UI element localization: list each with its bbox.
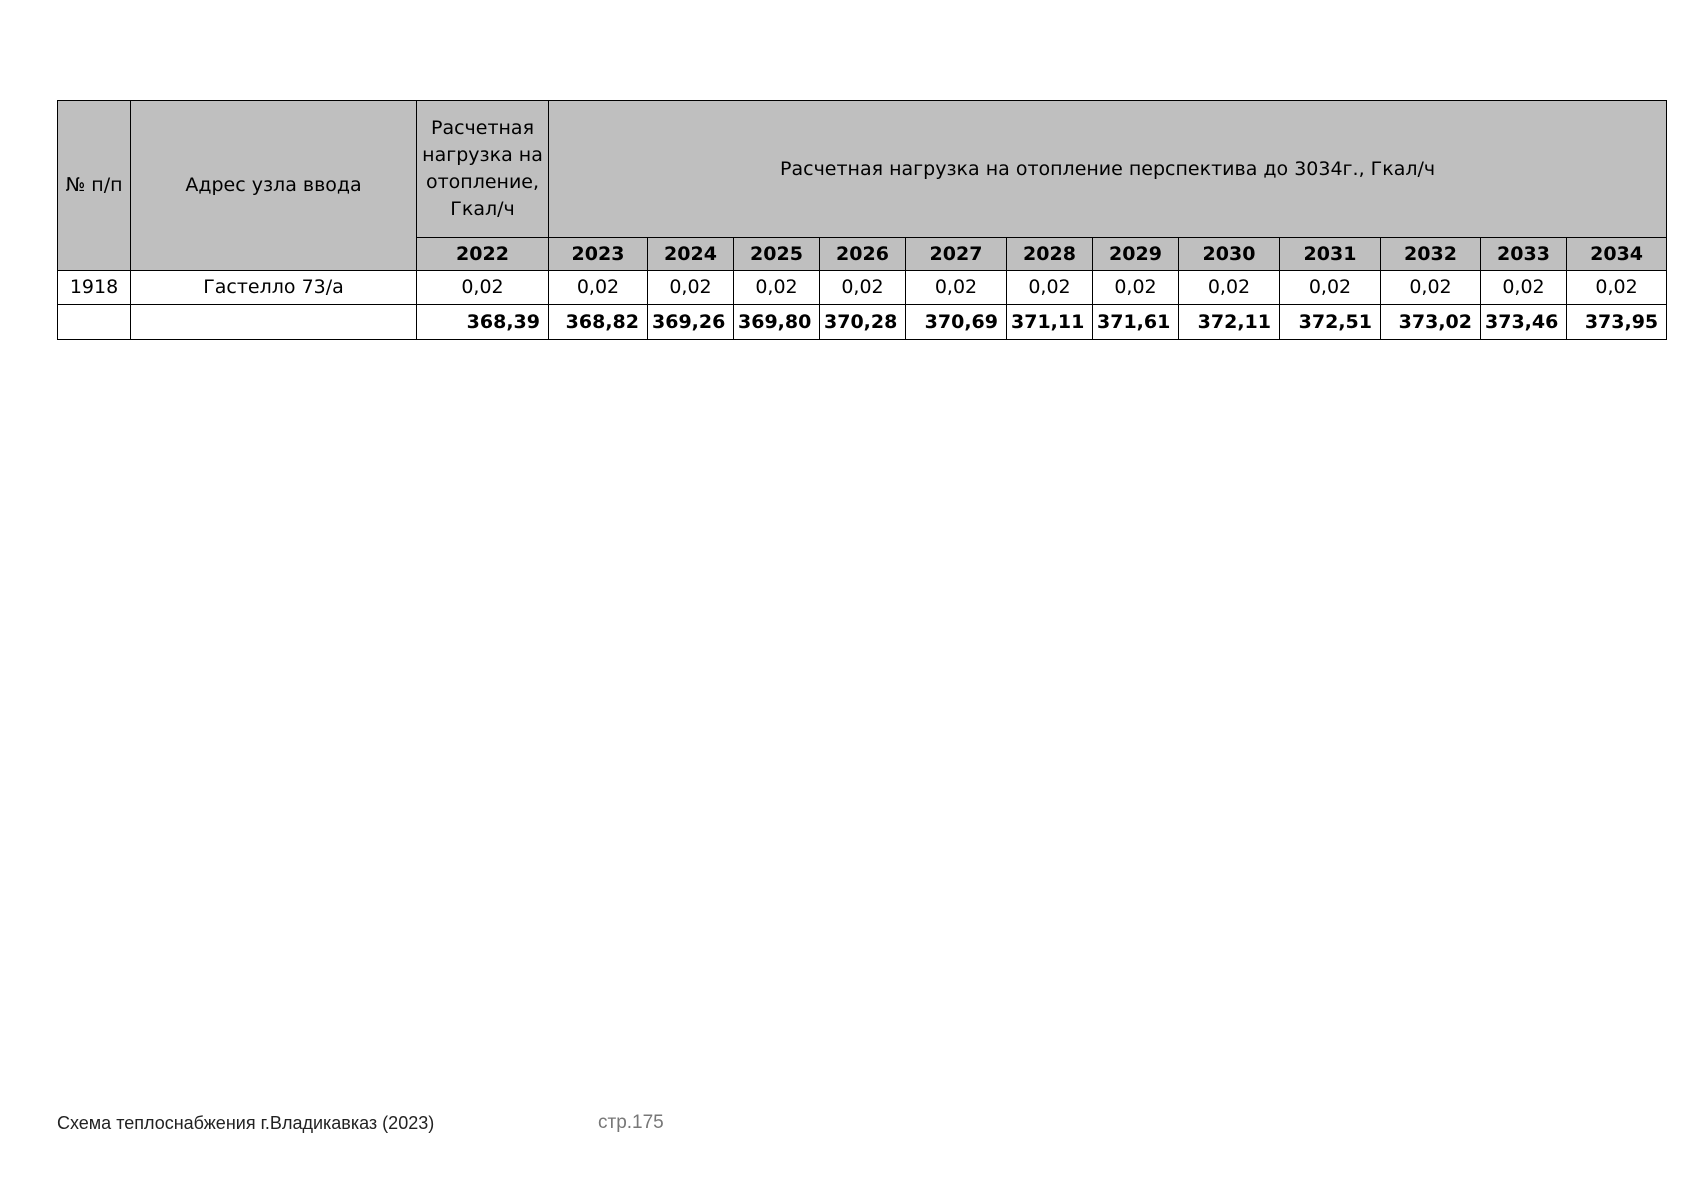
year-header: 2023 (549, 238, 648, 271)
year-header: 2034 (1567, 238, 1667, 271)
header-row (58, 101, 1667, 238)
total-value: 373,95 (1567, 305, 1667, 340)
row-address: Гастелло 73/а (131, 271, 417, 305)
total-value: 369,26 (648, 305, 734, 340)
row-value: 0,02 (1093, 271, 1179, 305)
header-base-load: Расчетная нагрузка на отопление, Гкал/ч (417, 101, 549, 238)
footer-page-number: стр.175 (598, 1112, 664, 1133)
total-value: 371,11 (1007, 305, 1093, 340)
total-row (58, 305, 1667, 340)
total-value: 373,02 (1381, 305, 1481, 340)
row-value: 0,02 (906, 271, 1007, 305)
total-address (131, 305, 417, 340)
header-number: № п/п (58, 101, 131, 271)
year-header: 2025 (734, 238, 820, 271)
year-header: 2028 (1007, 238, 1093, 271)
row-value: 0,02 (417, 271, 549, 305)
year-header: 2026 (820, 238, 906, 271)
total-value: 372,51 (1280, 305, 1381, 340)
row-value: 0,02 (1280, 271, 1381, 305)
year-header: 2022 (417, 238, 549, 271)
row-number: 1918 (58, 271, 131, 305)
row-value: 0,02 (1481, 271, 1567, 305)
total-value: 368,39 (417, 305, 549, 340)
year-header: 2032 (1381, 238, 1481, 271)
year-header: 2027 (906, 238, 1007, 271)
header-address: Адрес узла ввода (131, 101, 417, 271)
row-value: 0,02 (734, 271, 820, 305)
row-value: 0,02 (1381, 271, 1481, 305)
total-value: 368,82 (549, 305, 648, 340)
total-value: 371,61 (1093, 305, 1179, 340)
row-value: 0,02 (648, 271, 734, 305)
footer-document-title: Схема теплоснабжения г.Владикавказ (2023) (57, 1113, 435, 1133)
header-perspective-load: Расчетная нагрузка на отопление перспектива до 3034г., Гкал/ч (549, 101, 1667, 238)
year-header: 2033 (1481, 238, 1567, 271)
row-value: 0,02 (549, 271, 648, 305)
year-header: 2029 (1093, 238, 1179, 271)
total-value: 373,46 (1481, 305, 1567, 340)
year-header: 2030 (1179, 238, 1280, 271)
total-number (58, 305, 131, 340)
year-header: 2031 (1280, 238, 1381, 271)
total-value: 370,28 (820, 305, 906, 340)
table-row (58, 271, 1667, 305)
total-value: 369,80 (734, 305, 820, 340)
row-value: 0,02 (820, 271, 906, 305)
row-value: 0,02 (1567, 271, 1667, 305)
total-value: 370,69 (906, 305, 1007, 340)
heating-load-table (57, 100, 1667, 340)
total-value: 372,11 (1179, 305, 1280, 340)
row-value: 0,02 (1179, 271, 1280, 305)
row-value: 0,02 (1007, 271, 1093, 305)
year-header: 2024 (648, 238, 734, 271)
